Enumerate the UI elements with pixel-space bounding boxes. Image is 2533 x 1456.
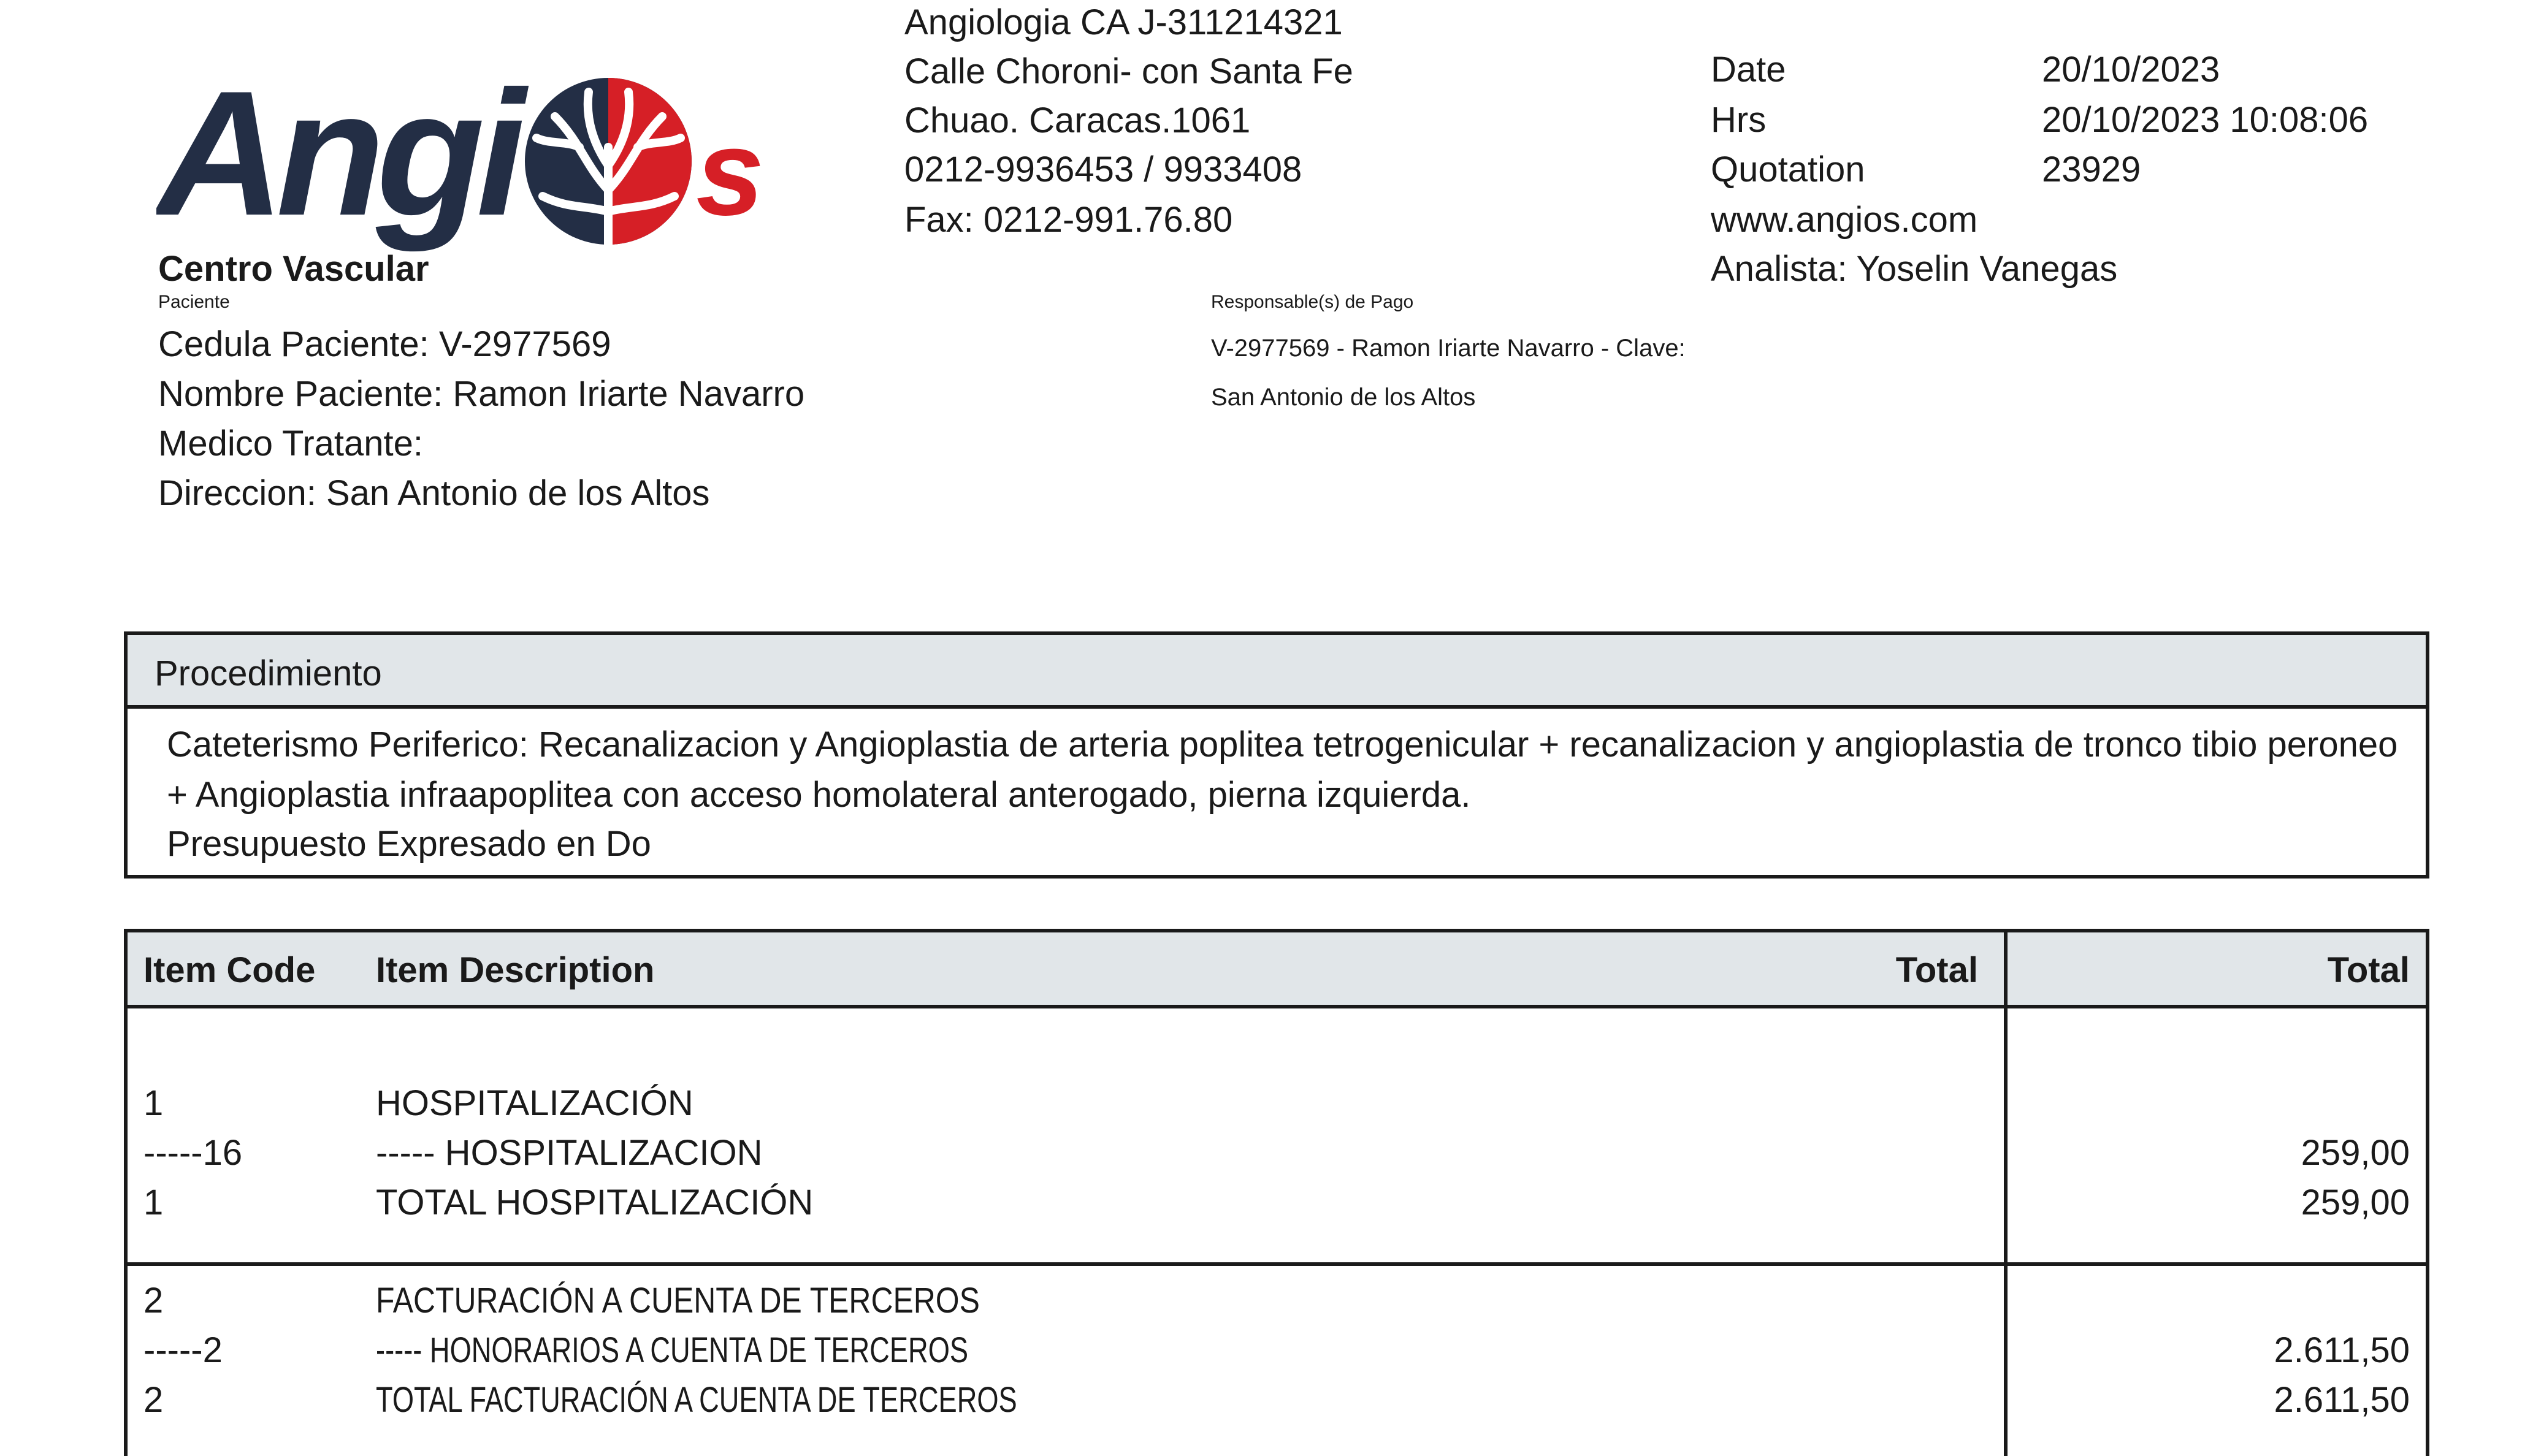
patient-section-label: Paciente (158, 292, 230, 312)
vascular-tree-icon (525, 78, 692, 245)
procedure-title: Procedimiento (155, 654, 382, 693)
table-row-total: 259,00 (2301, 1183, 2410, 1222)
treating-doctor: Medico Tratante: (158, 424, 423, 463)
hrs-value: 20/10/2023 10:08:06 (2042, 100, 2369, 140)
table-row-description: ----- HONORARIOS A CUENTA DE TERCEROS (376, 1330, 969, 1370)
procedure-line: Presupuesto Expresado en Do (167, 824, 651, 864)
table-row-code: 1 (143, 1083, 164, 1123)
payer-line: V-2977569 - Ramon Iriarte Navarro - Clave: (1211, 335, 1686, 362)
table-row-total: 259,00 (2301, 1133, 2410, 1173)
patient-cedula: Cedula Paciente: V-2977569 (158, 324, 611, 364)
company-line: 0212-9936453 / 9933408 (904, 150, 1302, 189)
col-header-total-2: Total (2327, 950, 2410, 990)
column-divider (2004, 932, 2008, 1456)
col-header-item-code: Item Code (143, 950, 316, 990)
items-table-header (128, 932, 2426, 1008)
table-row-description: TOTAL HOSPITALIZACIÓN (376, 1183, 814, 1222)
procedure-line: + Angioplastia infraapoplitea con acceso homolateral anterogado, pierna izquierda. (167, 775, 1471, 815)
payer-line: San Antonio de los Altos (1211, 384, 1476, 411)
table-row-code: 1 (143, 1183, 164, 1222)
patient-address: Direccion: San Antonio de los Altos (158, 473, 710, 513)
company-line: Chuao. Caracas.1061 (904, 101, 1251, 140)
items-table (124, 929, 2429, 1456)
logo-s-letter: s (696, 104, 765, 241)
group-divider (128, 1262, 2426, 1266)
procedure-header (128, 635, 2426, 709)
date-value: 20/10/2023 (2042, 50, 2220, 90)
clinic-subtitle: Centro Vascular (158, 249, 429, 289)
table-row-total: 2.611,50 (2274, 1330, 2410, 1370)
table-row-description: FACTURACIÓN A CUENTA DE TERCEROS (376, 1281, 980, 1321)
angios-logo (156, 74, 782, 257)
company-line: Calle Choroni- con Santa Fe (904, 51, 1353, 91)
payer-section-label: Responsable(s) de Pago (1211, 292, 1414, 312)
svg-text:Angi: Angi (156, 74, 518, 253)
company-line: Fax: 0212-991.76.80 (904, 200, 1233, 240)
table-row-description: TOTAL FACTURACIÓN A CUENTA DE TERCEROS (376, 1380, 1017, 1420)
procedure-line: Cateterismo Periferico: Recanalizacion y Angioplastia de arteria poplitea tetrogenicular + recanalizacion y angioplastia de tronco tibio peroneo (167, 725, 2398, 764)
table-row-code: -----2 (143, 1330, 223, 1370)
date-label: Date (1711, 50, 1786, 90)
table-row-code: -----16 (143, 1133, 243, 1173)
procedure-box (124, 631, 2429, 879)
table-row-code: 2 (143, 1380, 164, 1420)
quotation-label: Quotation (1711, 150, 1865, 189)
table-row-description: HOSPITALIZACIÓN (376, 1083, 693, 1123)
patient-name: Nombre Paciente: Ramon Iriarte Navarro (158, 374, 805, 414)
table-row-total: 2.611,50 (2274, 1380, 2410, 1420)
quotation-value: 23929 (2042, 150, 2141, 189)
table-row-description: ----- HOSPITALIZACION (376, 1133, 763, 1173)
col-header-total: Total (1895, 950, 1978, 990)
table-row-code: 2 (143, 1281, 164, 1321)
website-link[interactable]: www.angios.com (1711, 200, 1978, 240)
company-line: Angiologia CA J-311214321 (904, 2, 1343, 42)
col-header-item-description: Item Description (376, 950, 655, 990)
hrs-label: Hrs (1711, 100, 1767, 140)
analyst-name: Analista: Yoselin Vanegas (1711, 249, 2118, 289)
